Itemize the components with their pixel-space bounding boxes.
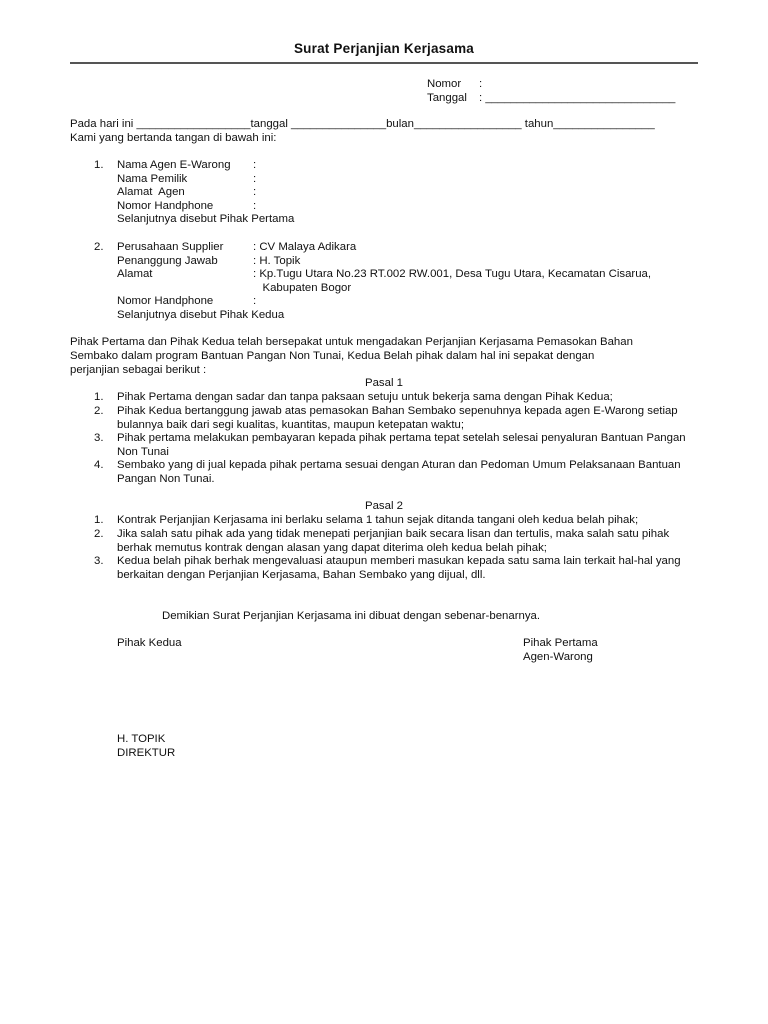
signature-left-name: H. TOPIK [117,733,166,745]
agreement-line: Sembako dalam program Bantuan Pangan Non Tunai, Kedua Belah pihak dalam hal ini sepakat dengan [70,350,595,362]
pasal1-item-number: 2. [94,405,104,417]
title-divider [70,62,698,64]
signature-right-title: Pihak Pertama [523,637,598,649]
pasal2-item-number: 1. [94,514,104,526]
party2-field-value: : Kp.Tugu Utara No.23 RT.002 RW.001, Desa Tugu Utara, Kecamatan Cisarua, [253,268,652,280]
pasal1-heading: Pasal 1 [365,377,403,389]
pasal2-item-number: 3. [94,555,104,567]
party1-closing: Selanjutnya disebut Pihak Pertama [117,213,295,225]
pasal2-item-text: Jika salah satu pihak ada yang tidak menepati perjanjian baik secara lisan dan tertulis, maka salah satu pihak berhak memutus kontrak dengan alasan yang dapat diterima oleh kedua belah pihak; [117,528,670,554]
party1-number: 1. [94,159,104,171]
pasal1-item-text: Pihak Pertama dengan sadar dan tanpa paksaan setuju untuk bekerja sama dengan Pihak Kedua; [117,391,613,403]
pasal1-item-text: Pihak pertama melakukan pembayaran kepada pihak pertama tepat setelah selesai penyaluran Bantuan Pangan Non Tunai [117,432,686,458]
signature-left-title: Pihak Kedua [117,637,182,649]
party1-field-value: : [253,186,257,198]
tanggal-value: : ______________________________ [479,92,676,104]
party2-field-label: Nomor Handphone [117,295,214,307]
party1-field-value: : [253,173,257,185]
pasal1-item-text: Pihak Kedua bertanggung jawab atas pemasokan Bahan Sembako sepenuhnya kepada agen E-Warong setiap bulannya baik dari segi kualitas, kuantitas, maupun ketepatan waktu; [117,405,678,431]
party2-field-value: Kabupaten Bogor [253,282,352,294]
party2-field-value: : [253,295,257,307]
party1-field-label: Alamat Agen [117,186,185,198]
tanggal-label: Tanggal [427,92,467,104]
pasal2-item-number: 2. [94,528,104,540]
intro-statement: Kami yang bertanda tangan di bawah ini: [70,132,277,144]
nomor-label: Nomor [427,78,462,90]
party1-field-value: : [253,200,257,212]
agreement-line: Pihak Pertama dan Pihak Kedua telah bersepakat untuk mengadakan Perjanjian Kerjasama Pemasokan Bahan [70,336,633,348]
signature-left-position: DIREKTUR [117,747,176,759]
agreement-line: perjanjian sebagai berikut : [70,364,207,376]
signature-right-subtitle: Agen-Warong [523,651,593,663]
pasal2-heading: Pasal 2 [365,500,403,512]
pasal2-item-text: Kedua belah pihak berhak mengevaluasi ataupun memberi masukan kepada satu sama lain terkait hal-hal yang berkaitan dengan Perjanjian Kerjasama, Bahan Sembako yang dijual, dll. [117,555,681,581]
party2-field-value: : H. Topik [253,255,301,267]
party2-field-label: Alamat [117,268,153,280]
pasal1-item-number: 4. [94,459,104,471]
party1-field-label: Nomor Handphone [117,200,214,212]
party2-field-label: Penanggung Jawab [117,255,218,267]
party2-field-value: : CV Malaya Adikara [253,241,357,253]
nomor-separator: : [479,78,483,90]
party2-closing: Selanjutnya disebut Pihak Kedua [117,309,285,321]
party2-number: 2. [94,241,104,253]
party1-field-label: Nama Agen E-Warong [117,159,231,171]
party1-field-value: : [253,159,257,171]
document-title: Surat Perjanjian Kerjasama [293,41,475,56]
pasal2-item-text: Kontrak Perjanjian Kerjasama ini berlaku selama 1 tahun sejak ditanda tangani oleh kedua belah pihak; [117,514,639,526]
party1-field-label: Nama Pemilik [117,173,188,185]
pasal1-item-number: 1. [94,391,104,403]
pasal1-item-text: Sembako yang di jual kepada pihak pertama sesuai dengan Aturan dan Pedoman Umum Pelaksanaan Bantuan Pangan Non Tunai. [117,459,681,485]
intro-date-line: Pada hari ini __________________tanggal _______________bulan_________________ tahun________________ [70,118,655,130]
closing-statement: Demikian Surat Perjanjian Kerjasama ini dibuat dengan sebenar-benarnya. [162,610,541,622]
party2-field-label: Perusahaan Supplier [117,241,224,253]
pasal1-item-number: 3. [94,432,104,444]
